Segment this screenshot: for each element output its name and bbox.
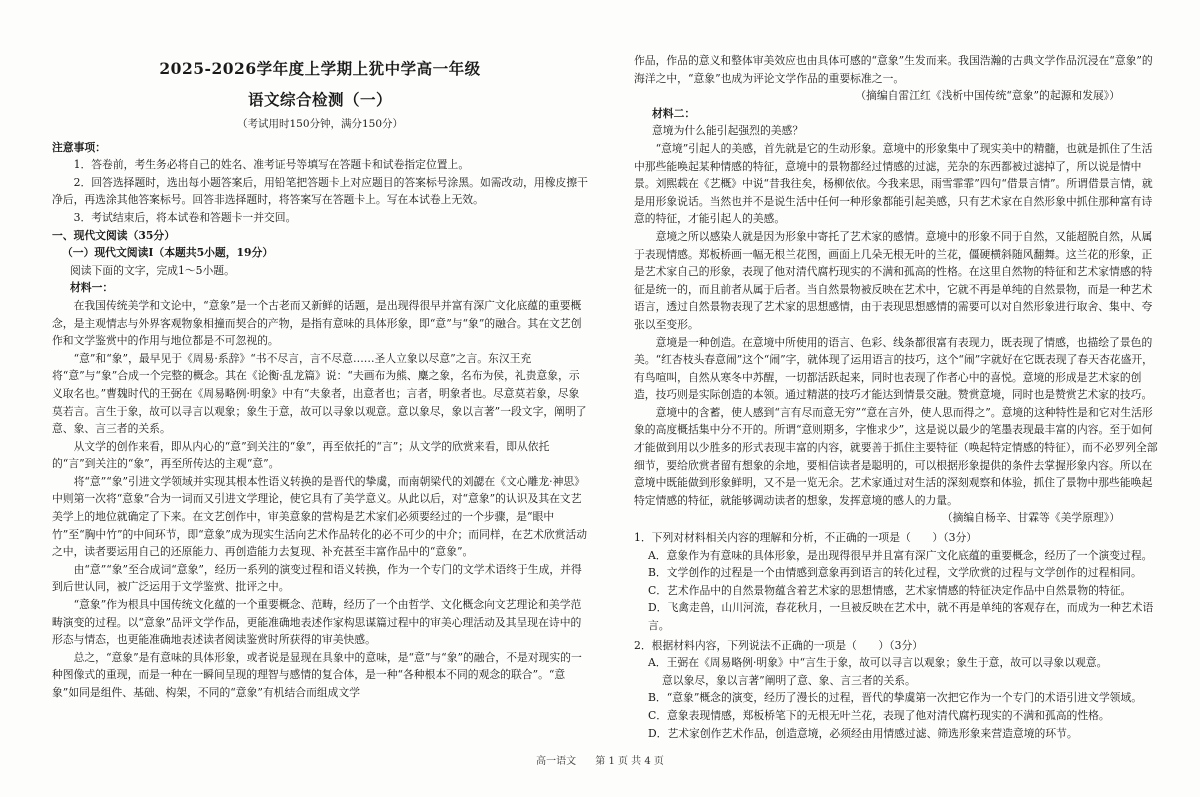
note-item: 1．答卷前，考生务必将自己的姓名、准考证号等填写在答题卡和试卷指定位置上。	[73, 158, 470, 172]
material1-label: 材料一：	[70, 281, 114, 295]
exam-subtitle: 语文综合检测（一）	[247, 90, 392, 109]
reading-instruction: 阅读下面的文字，完成1～5小题。	[70, 263, 235, 277]
footer-page-number: 第 1 页 共 4 页	[595, 756, 664, 767]
q1-option-b: B．文学创作的过程是一个由情感到意象再到语言的转化过程，文学欣赏的过程与文学创作的过程相同。	[648, 566, 1142, 580]
material1-paragraph: “意”和“象”，最早见于《周易·系辞》“书不尽言，言不尽意……圣人立象以尽意”之言。东汉王充将“意”与“象”合成一个完整的概念。其在《论衡·乱龙篇》说：“夫画布为熊、麋之象，名布为侯，礼贵意象，示义取名也。”曹魏时代的王弼在《周易略例·明象》中有“夫象者，出意者也；言者，明象者也。尽意莫若象，尽象莫若言。言生于象，故可以寻言以观象；象生于意，故可以寻象以观意。意以象尽，象以言著”一段文字，阐明了意、象、言三者的关系。	[52, 351, 587, 436]
left-column	[52, 0, 588, 797]
question-1-stem: 1．下列对材料相关内容的理解和分析，不正确的一项是（ ）（3分）	[634, 531, 978, 545]
exam-title: 2025-2026学年度上学期上犹中学高一年级	[159, 59, 481, 78]
q1-option-c: C．艺术作品中的自然景物蕴含着艺术家的思想情感，艺术家情感的特征决定作品中自然景物的特征。	[648, 583, 1132, 597]
right-column	[634, 0, 1160, 797]
material1-paragraph: 在我国传统美学和文论中，“意象”是一个古老而又新鲜的话题，是出现得很早并富有深广文化底蕴的重要概念，是主观情志与外界客观物象相撞而契合的产物，是指有意味的具体形象，即“意”与“象”的融合。其在文艺创作和文学鉴赏中的作用与地位都是不可忽视的。	[52, 298, 582, 348]
note-item: 2．回答选择题时，选出每小题答案后，用铅笔把答题卡上对应题目的答案标号涂黑。如需改动，用橡皮擦干净后，再选涂其他答案标号。回答非选择题时，将答案写在答题卡上。写在本试卷上无效。	[52, 175, 588, 207]
source-citation: （摘编自雷江红《浅析中国传统“意象”的起源和发展》）	[855, 89, 1120, 103]
section-heading: 一、现代文阅读（35分）	[52, 228, 175, 242]
material1-paragraph: 将“意”“象”引进文学领域并实现其根本性语义转换的是晋代的挚虞，而南朝梁代的刘勰在《文心雕龙·神思》中则第一次将“意象”合为一词而又引进文学理论，使它具有了美学意义。从此以后，对“意象”的认识及其在文艺美学上的地位就确定了下来。在文艺创作中，审美意象的营构是艺术家们必须要经过的一个步骤，是“眼中竹”至“胸中竹”的中间环节，即“意象”成为现实生活向艺术作品转化的必不可少的中介；而同样，在艺术欣赏活动之中，读者要运用自己的还原能力、再创造能力去复现、补充甚至丰富作品中的“意象”。	[52, 474, 588, 559]
question-2-stem: 2．根据材料内容，下列说法不正确的一项是（ ）（3分）	[634, 638, 924, 652]
material1-paragraph: “意象”作为根具中国传统文化蕴的一个重要概念、范畴，经历了一个由哲学、文化概念向文艺理论和美学范畴演变的过程。以“意象”品评文学作品，更能准确地表述作家构思谋篇过程中的审美心理活动及其呈现在诗中的形态与情态，也更能准确地表述读者阅读鉴赏时所获得的审美快感。	[52, 598, 582, 647]
material1-continuation: 作品，作品的意义和整体审美效应也由具体可感的“意象”生发而来。我国浩瀚的古典文学作品沉浸在“意象”的海洋之中，“意象”也成为评论文学作品的重要标准之一。	[634, 54, 1153, 85]
material2-paragraph: 意境中的含蓄，使人感到“言有尽而意无穷”“意在言外，使人思而得之”。意境的这种特性是和它对生活形象的高度概括集中分不开的。所谓“意则期多，字惟求少”，这是说以最少的笔墨表现最丰富的内容。至于如何才能做到用以少胜多的形式表现丰富的内容，就要善于抓住主要特征（唤起特定情感的特征），而不必罗列全部细节，要给欣赏者留有想象的余地，要相信读者是聪明的，可以根据形象提供的条件去掌握形象内容。所以在意境中既能做到形象鲜明，又不是一览无余。艺术家通过对生活的深刻观察和体验，抓住了景物中那些能唤起特定情感的特征，就能够调动读者的想象，发挥意境的感人的力量。	[634, 405, 1158, 507]
q2-option-a: A．王弼在《周易略例·明象》中“言生于象，故可以寻言以观象；象生于意，故可以寻象以观意。	[648, 656, 1108, 670]
footer-subject: 高一语文	[536, 756, 577, 767]
material2-paragraph: “意境”引起人的美感，首先就是它的生动形象。意境中的形象集中了现实美中的精髓，也就是抓住了生活中那些能唤起某种情感的特征，意境中的景物都经过情感的过滤，芜杂的东西都被过滤掉了，所以说是情中景。刘熙载在《艺概》中说“昔我往矣，杨柳依依。今我来思，雨雪霏霏”四句“借景言情”。所谓借景言情，就是用形象说话。当然也并不是说生活中任何一种形象都能引起美感，只有艺术家在自然形象中抓住那种富有诗意的特征，才能引起人的美感。	[634, 141, 1153, 226]
material1-paragraph: 从文学的创作来看，即从内心的“意”到关注的“象”，再至依托的“言”；从文学的欣赏来看，即从依托的“言”到关注的“象”，再至所传达的主观“意”。	[52, 439, 550, 471]
q2-option-d: D．艺术家创作艺术作品，创造意境，必须经由用情感过滤、筛选形象来营造意境的环节。	[648, 726, 1078, 740]
q1-option-a: A．意象作为有意味的具体形象，是出现得很早并且富有深广文化底蕴的重要概念，经历了一个演变过程。	[648, 548, 1153, 562]
page-footer	[0, 752, 1200, 767]
material1-paragraph: 由“意”“象”至合成词“意象”，经历一系列的演变过程和语义转换，作为一个专门的文学术语终于生成，并得到后世认同，被广泛运用于文学鉴赏、批评之中。	[52, 562, 582, 594]
q2-option-a-continued: 意以象尽，象以言著”阐明了意、象、言三者的关系。	[662, 673, 916, 687]
source-citation: （摘编自杨辛、甘霖等《美学原理》）	[941, 511, 1120, 525]
material2-question: 意境为什么能引起强烈的美感？	[652, 124, 804, 138]
note-item: 3．考试结束后，将本试卷和答题卡一并交回。	[73, 210, 297, 224]
material2-label: 材料二：	[652, 106, 696, 120]
notes-heading: 注意事项：	[52, 140, 106, 154]
q2-option-b: B．“意象”概念的演变，经历了漫长的过程，晋代的挚虞第一次把它作为一个专门的术语引进文学领域。	[648, 691, 1143, 705]
q2-option-c: C．意象表现情感，郑板桥笔下的无根无叶兰花，表现了他对清代腐朽现实的不满和孤高的性格。	[648, 708, 1110, 722]
sub-section-heading: （一）现代文阅读Ⅰ（本题共5小题，19分）	[62, 246, 274, 260]
exam-info: （考试用时150分钟，满分150分）	[236, 118, 404, 130]
material2-paragraph: 意境是一种创造。在意境中所使用的语言、色彩、线条都很富有表现力，既表现了情感，也描绘了景色的美。“红杏枝头春意闹”这个“闹”字，就体现了运用语言的技巧，这个“闹”字就好在它既表现了春天杏花盛开，有鸟喧叫，自然从寒冬中苏醒，一切都活跃起来，同时也表现了作者心中的喜悦。意境的形成是艺术家的创造，技巧则是实际创造的本领。通过精湛的技巧才能达到情景交融。赞赏意境，同时也是赞赏艺术家的技巧。	[634, 335, 1153, 402]
q1-option-d: D．飞禽走兽，山川河流，春花秋月，一旦被反映在艺术中，就不再是单纯的客观存在，而成为一种艺术语言。	[648, 601, 1154, 632]
material1-paragraph: 总之，“意象”是有意味的具体形象，或者说是显现在具象中的意味，是“意”与“象”的融合，不是对现实的一种图像式的重现，而是一种在一瞬间呈现的理智与感情的复合体，是一种“各种根本不同的观念的联合”。“意象”如同是组件、基础、构架，不同的“意象”有机结合而组成文学	[52, 650, 582, 699]
material2-paragraph: 意境之所以感染人就是因为形象中寄托了艺术家的感情。意境中的形象不同于自然，又能超脱自然，从属于表现情感。郑板桥画一幅无根兰花图，画面上几朵无根无叶的兰花，僵硬横斜随风翻舞。这兰花的形象，正是艺术家自己的形象，表现了他对清代腐朽现实的不满和孤高的性格。在这里自然物的特征和艺术家情感的特征是统一的，而且前者从属于后者。当自然景物被反映在艺术中，它就不再是单纯的自然景物，而是一种艺术语言，透过自然景物表现了艺术家的思想感情，由于表现思想感情的需要可以对自然形象进行取舍、集中、夸张以至变形。	[634, 229, 1153, 331]
